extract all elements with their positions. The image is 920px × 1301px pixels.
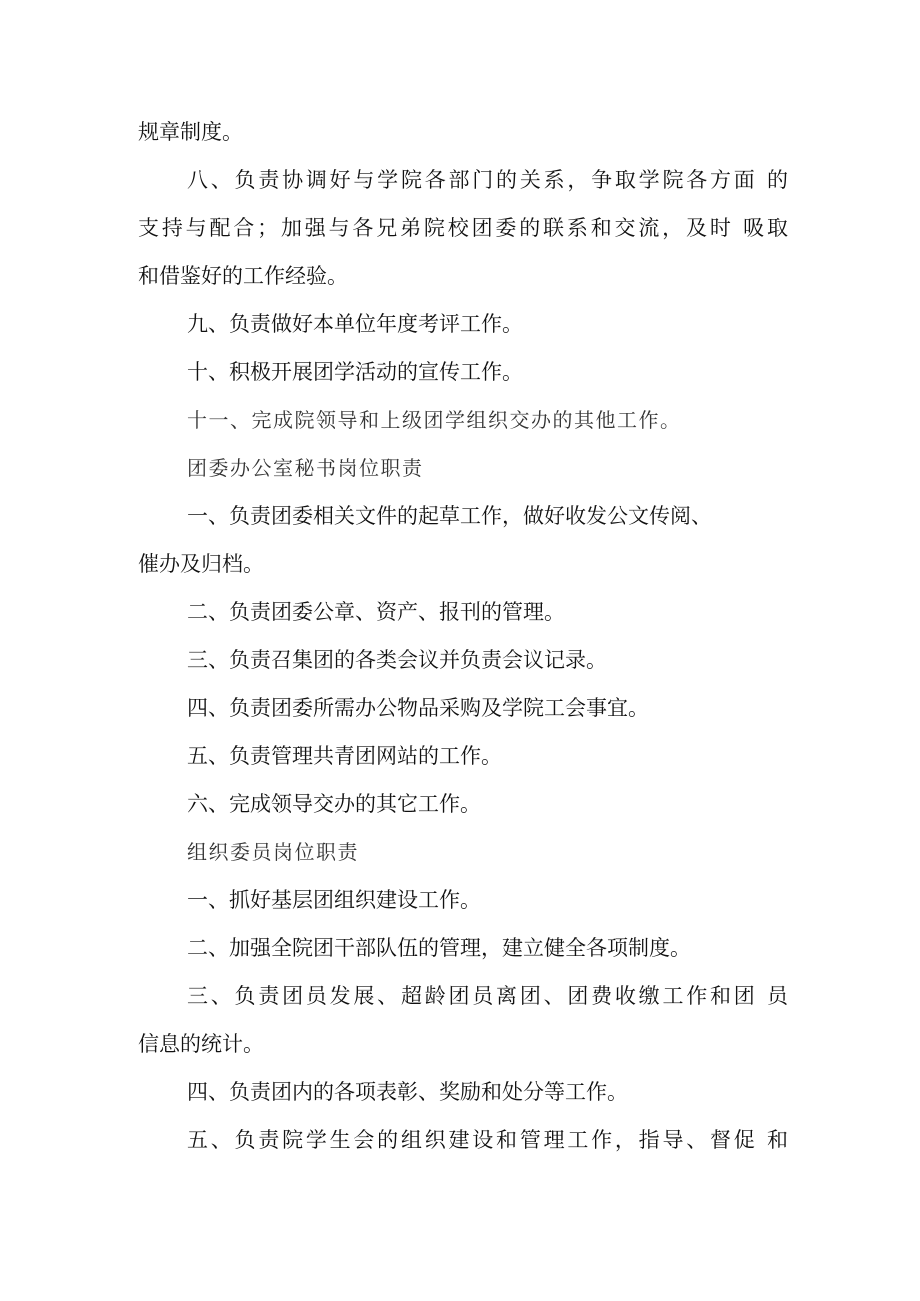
text-line: 十一、完成院领导和上级团学组织交办的其他工作。 <box>187 408 682 432</box>
text-line: 一、抓好基层团组织建设工作。 <box>187 888 481 912</box>
text-line: 三、负责团员发展、超龄团员离团、团费收缴工作和团 员 <box>187 984 788 1008</box>
text-line: 四、负责团内的各项表彰、奖励和处分等工作。 <box>187 1080 628 1104</box>
text-line: 九、负责做好本单位年度考评工作。 <box>187 312 523 336</box>
text-line: 一、负责团委相关文件的起草工作，做好收发公文传阅、 <box>187 504 712 528</box>
text-line: 六、完成领导交办的其它工作。 <box>187 792 481 816</box>
text-line: 信息的统计。 <box>138 1032 264 1056</box>
document-body <box>138 108 788 1164</box>
text-line: 支持与配合；加强与各兄弟院校团委的联系和交流，及时 吸取 <box>138 216 788 240</box>
text-line: 五、负责院学生会的组织建设和管理工作，指导、督促 和 <box>187 1128 788 1152</box>
text-line: 二、负责团委公章、资产、报刊的管理。 <box>187 600 565 624</box>
text-line: 四、负责团委所需办公物品采购及学院工会事宜。 <box>187 696 649 720</box>
text-line: 二、加强全院团干部队伍的管理，建立健全各项制度。 <box>187 936 691 960</box>
section-heading: 组织委员岗位职责 <box>187 840 359 864</box>
section-heading: 团委办公室秘书岗位职责 <box>187 456 424 480</box>
text-line: 十、积极开展团学活动的宣传工作。 <box>187 360 523 384</box>
text-line: 八、负责协调好与学院各部门的关系，争取学院各方面 的 <box>187 168 788 192</box>
text-line: 催办及归档。 <box>138 552 264 576</box>
text-line: 和借鉴好的工作经验。 <box>138 264 348 288</box>
text-line: 规章制度。 <box>138 120 243 144</box>
text-line: 五、负责管理共青团网站的工作。 <box>187 744 502 768</box>
text-line: 三、负责召集团的各类会议并负责会议记录。 <box>187 648 607 672</box>
